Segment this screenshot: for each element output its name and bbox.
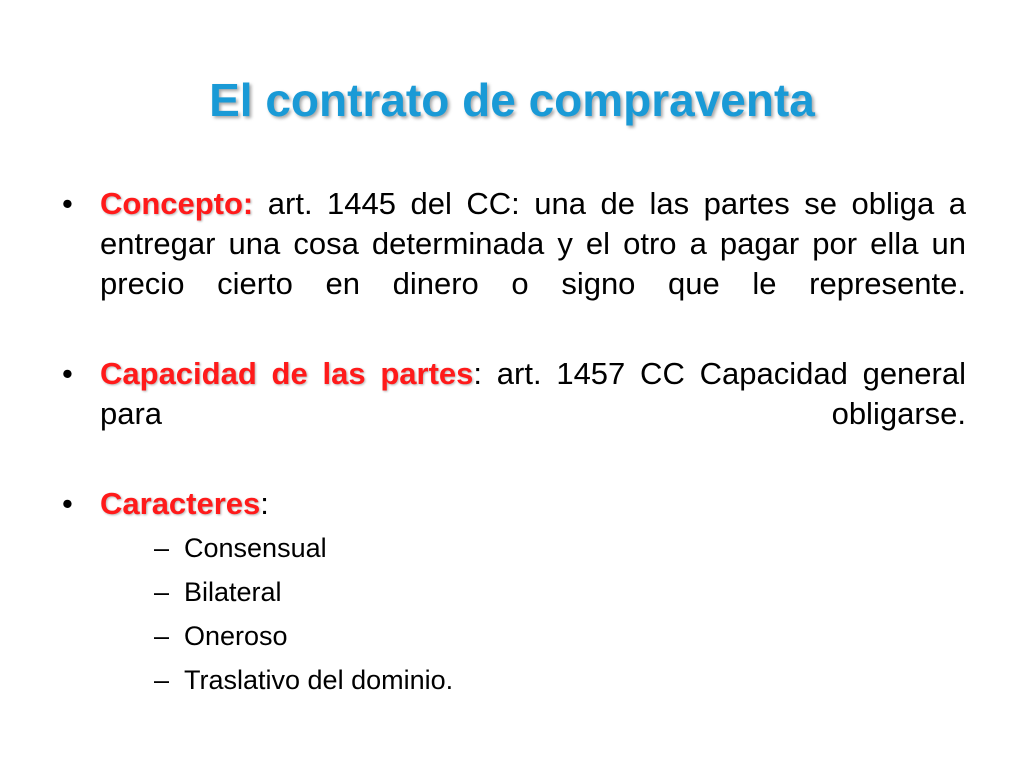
- bullet-text: [100, 484, 966, 524]
- sub-list-item: [100, 614, 966, 658]
- bullet-body: art. 1445 del CC: una de las partes se obliga a entregar una cosa determinada y el otro a pagar por ella un precio cierto en dinero o signo que le represente.: [100, 186, 966, 301]
- bullet-term: Capacidad de las partes: [100, 356, 474, 391]
- bullet-icon: •: [62, 186, 73, 221]
- dash-icon: –: [154, 533, 170, 563]
- sub-list-item: [100, 658, 966, 702]
- sub-item-text: Bilateral: [184, 577, 282, 607]
- sub-list-item: [100, 526, 966, 570]
- dash-icon: –: [154, 665, 170, 695]
- sub-list-item: [100, 570, 966, 614]
- bullet-term: Concepto:: [100, 186, 254, 221]
- bullet-item-caracteres: [62, 484, 966, 702]
- slide-title: El contrato de compraventa: [209, 74, 815, 126]
- bullet-item-concepto: [62, 184, 966, 344]
- bullet-term: Caracteres: [100, 486, 261, 521]
- dash-icon: –: [154, 621, 170, 651]
- dash-icon: –: [154, 577, 170, 607]
- sub-item-text: Consensual: [184, 533, 327, 563]
- bullet-text: [100, 354, 966, 474]
- slide-content: [62, 184, 966, 712]
- bullet-text: [100, 184, 966, 344]
- bullet-body: :: [260, 486, 269, 521]
- sub-item-text: Oneroso: [184, 621, 288, 651]
- bullet-body: : art. 1457 CC Capacidad general para obligarse.: [100, 356, 966, 431]
- sub-list: [100, 526, 966, 702]
- bullet-icon: •: [62, 486, 73, 521]
- bullet-item-capacidad: [62, 354, 966, 474]
- sub-item-text: Traslativo del dominio.: [184, 665, 454, 695]
- bullet-icon: •: [62, 356, 73, 391]
